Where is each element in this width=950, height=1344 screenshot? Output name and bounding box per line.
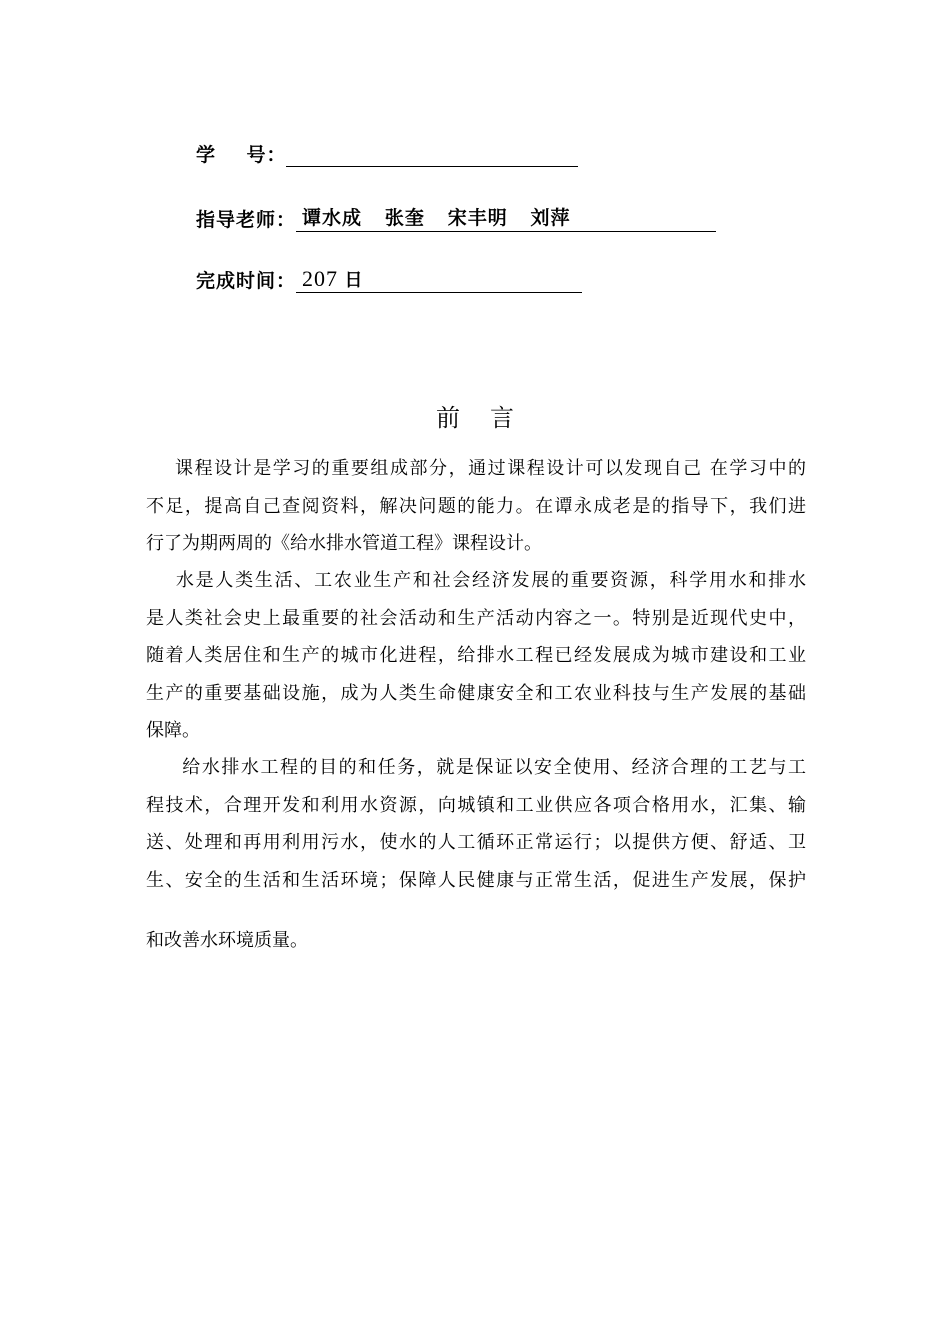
paragraph-line: 送、处理和再用利用污水，使水的人工循环正常运行；以提供方便、舒适、卫 (146, 832, 806, 853)
student-id-row (196, 140, 578, 167)
paragraph-line: 不足，提高自己查阅资料，解决问题的能力。在谭永成老是的指导下，我们进 (146, 495, 806, 517)
paragraph-line: 生产的重要基础设施，成为人类生命健康安全和工农业科技与生产发展的基础 (146, 682, 806, 704)
paragraph-line: 程技术，合理开发和利用水资源，向城镇和工业供应各项合格用水，汇集、输 (146, 794, 806, 816)
completion-row (196, 266, 582, 293)
paragraph-line: 是人类社会史上最重要的社会活动和生产活动内容之一。特别是近现代史中， (146, 607, 806, 629)
paragraph-line: 水是人类生活、工农业生产和社会经济发展的重要资源，科学用水和排水 (146, 570, 806, 591)
paragraph-line: 生、安全的生活和生活环境；保障人民健康与正常生活，促进生产发展，保护 (146, 869, 806, 891)
paragraph-2 (146, 562, 806, 750)
paragraph-line: 给水排水工程的目的和任务，就是保证以安全使用、经济合理的工艺与工 (146, 757, 806, 778)
paragraph-4 (146, 922, 806, 960)
advisor-label: 指导老师： (196, 209, 297, 231)
paragraph-line: 随着人类居住和生产的城市化进程，给排水工程已经发展成为城市建设和工业 (146, 645, 806, 666)
preface-heading: 前言 (436, 404, 544, 432)
paragraph-line: 行了为期两周的《给水排水管道工程》课程设计。 (146, 533, 542, 554)
paragraph-1 (146, 450, 806, 563)
completion-label: 完成时间： (196, 270, 297, 292)
advisor-row (196, 205, 716, 232)
completion-value-number: 207 (302, 266, 339, 291)
completion-value-char: 日 (344, 270, 364, 291)
paragraph-3 (146, 749, 806, 899)
paragraph-line: 保障。 (146, 720, 200, 741)
paragraph-line: 课程设计是学习的重要组成部分，通过课程设计可以发现自己 在学习中的 (146, 458, 806, 479)
paragraph-line: 和改善水环境质量。 (146, 930, 308, 951)
student-id-label: 学 号： (196, 144, 287, 166)
advisor-value: 谭水成 张奎 宋丰明 刘萍 (296, 205, 716, 232)
student-id-value (286, 140, 578, 167)
completion-value (296, 266, 582, 293)
